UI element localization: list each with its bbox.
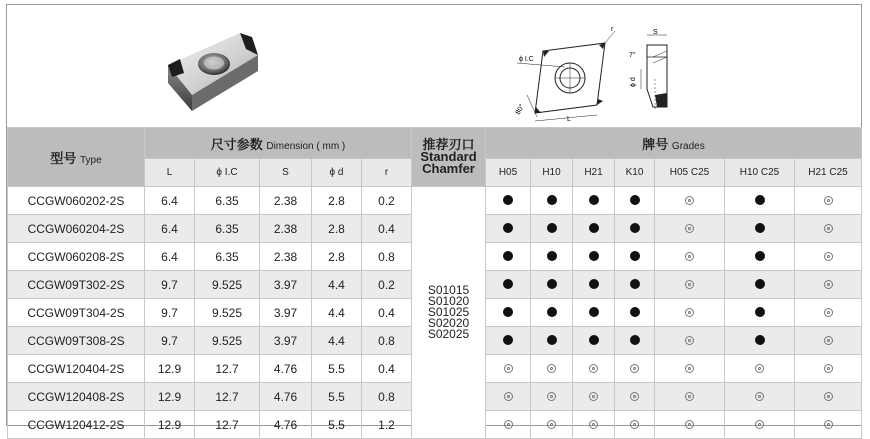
d-cell: 4.4 [312, 299, 362, 327]
filled-dot-icon [630, 279, 640, 289]
s-cell: 2.38 [260, 187, 312, 215]
filled-dot-icon [503, 307, 513, 317]
ic-cell: 12.7 [195, 411, 260, 439]
s-cell: 3.97 [260, 299, 312, 327]
grade-cell [486, 215, 531, 243]
drawing-label-angle: 80° [514, 103, 527, 116]
double-circle-icon [755, 364, 764, 373]
technical-drawing [507, 17, 687, 129]
double-circle-icon [685, 196, 694, 205]
grade-cell [725, 383, 795, 411]
grade-cell [486, 411, 531, 439]
col-h05-c25: H05 C25 [655, 159, 725, 187]
filled-dot-icon [547, 195, 557, 205]
filled-dot-icon [755, 279, 765, 289]
grade-cell [486, 299, 531, 327]
double-circle-icon [824, 364, 833, 373]
d-cell: 2.8 [312, 243, 362, 271]
grade-cell [531, 327, 573, 355]
grade-cell [725, 355, 795, 383]
grade-cell [486, 187, 531, 215]
double-circle-icon [824, 224, 833, 233]
filled-dot-icon [755, 251, 765, 261]
chamfer-code: S01025 [427, 305, 470, 319]
r-cell: 0.2 [362, 271, 412, 299]
col-h10-c25: H10 C25 [725, 159, 795, 187]
col-s: S [260, 159, 312, 187]
filled-dot-icon [755, 195, 765, 205]
grade-cell [725, 215, 795, 243]
grade-cell [531, 411, 573, 439]
grade-cell [531, 215, 573, 243]
type-cell: CCGW120408-2S [8, 383, 145, 411]
filled-dot-icon [547, 223, 557, 233]
r-cell: 0.8 [362, 327, 412, 355]
ic-cell: 6.35 [195, 187, 260, 215]
double-circle-icon [589, 420, 598, 429]
grade-cell [486, 383, 531, 411]
grade-cell [655, 187, 725, 215]
double-circle-icon [824, 280, 833, 289]
drawing-label-d: ϕ d [630, 77, 637, 87]
col-l: L [145, 159, 195, 187]
type-cell: CCGW09T304-2S [8, 299, 145, 327]
image-area [7, 5, 861, 127]
l-cell: 12.9 [145, 383, 195, 411]
double-circle-icon [685, 420, 694, 429]
l-cell: 6.4 [145, 215, 195, 243]
ic-cell: 12.7 [195, 355, 260, 383]
double-circle-icon [755, 392, 764, 401]
filled-dot-icon [755, 335, 765, 345]
type-cell: CCGW120412-2S [8, 411, 145, 439]
r-cell: 0.4 [362, 355, 412, 383]
grade-cell [531, 187, 573, 215]
spec-table [7, 127, 862, 439]
grade-cell [655, 215, 725, 243]
grade-cell [615, 215, 655, 243]
filled-dot-icon [547, 307, 557, 317]
drawing-label-r: r [611, 26, 614, 33]
grade-cell [725, 299, 795, 327]
catalog-panel [6, 4, 862, 432]
double-circle-icon [685, 364, 694, 373]
grade-cell [655, 383, 725, 411]
grade-cell [615, 271, 655, 299]
filled-dot-icon [630, 307, 640, 317]
l-cell: 9.7 [145, 299, 195, 327]
grade-cell [615, 243, 655, 271]
grade-cell [655, 243, 725, 271]
s-cell: 4.76 [260, 355, 312, 383]
grade-cell [573, 243, 615, 271]
grade-cell [655, 355, 725, 383]
grade-cell [573, 355, 615, 383]
double-circle-icon [685, 280, 694, 289]
filled-dot-icon [547, 251, 557, 261]
type-cell: CCGW060204-2S [8, 215, 145, 243]
filled-dot-icon [589, 195, 599, 205]
filled-dot-icon [503, 195, 513, 205]
filled-dot-icon [503, 251, 513, 261]
double-circle-icon [504, 364, 513, 373]
filled-dot-icon [630, 251, 640, 261]
grade-cell [531, 271, 573, 299]
filled-dot-icon [503, 279, 513, 289]
double-circle-icon [630, 420, 639, 429]
drawing-label-s: S [653, 29, 658, 36]
grade-cell [795, 299, 862, 327]
double-circle-icon [547, 392, 556, 401]
grade-cell [725, 271, 795, 299]
grade-cell [531, 299, 573, 327]
col-r: r [362, 159, 412, 187]
double-circle-icon [547, 364, 556, 373]
filled-dot-icon [589, 279, 599, 289]
col-h10: H10 [531, 159, 573, 187]
double-circle-icon [504, 392, 513, 401]
grade-cell [795, 215, 862, 243]
r-cell: 0.4 [362, 299, 412, 327]
s-cell: 2.38 [260, 215, 312, 243]
grade-cell [725, 243, 795, 271]
s-cell: 4.76 [260, 383, 312, 411]
double-circle-icon [685, 252, 694, 261]
grade-cell [655, 271, 725, 299]
grade-cell [573, 383, 615, 411]
ic-cell: 9.525 [195, 299, 260, 327]
insert-photo [162, 25, 262, 115]
ic-cell: 9.525 [195, 327, 260, 355]
r-cell: 0.4 [362, 215, 412, 243]
double-circle-icon [685, 224, 694, 233]
grades-header: 牌号 Grades [486, 128, 862, 159]
grade-cell [615, 411, 655, 439]
double-circle-icon [630, 364, 639, 373]
chamfer-header: 推荐刃口 Standard Chamfer [412, 128, 486, 187]
double-circle-icon [589, 392, 598, 401]
filled-dot-icon [503, 223, 513, 233]
grade-cell [725, 411, 795, 439]
grade-cell [795, 327, 862, 355]
grade-cell [573, 299, 615, 327]
grade-cell [573, 215, 615, 243]
d-cell: 5.5 [312, 411, 362, 439]
l-cell: 12.9 [145, 411, 195, 439]
l-cell: 9.7 [145, 271, 195, 299]
r-cell: 0.8 [362, 383, 412, 411]
col-k10: K10 [615, 159, 655, 187]
double-circle-icon [824, 308, 833, 317]
drawing-label-ic: ϕ I.C [519, 56, 534, 63]
l-cell: 9.7 [145, 327, 195, 355]
d-cell: 4.4 [312, 271, 362, 299]
s-cell: 4.76 [260, 411, 312, 439]
drawing-label-seven: 7° [629, 52, 636, 59]
grade-cell [615, 355, 655, 383]
double-circle-icon [755, 420, 764, 429]
grade-cell [795, 411, 862, 439]
double-circle-icon [824, 392, 833, 401]
ic-cell: 6.35 [195, 215, 260, 243]
grade-cell [573, 187, 615, 215]
grade-cell [655, 411, 725, 439]
filled-dot-icon [630, 223, 640, 233]
grade-cell [615, 299, 655, 327]
col-h05: H05 [486, 159, 531, 187]
type-cell: CCGW09T302-2S [8, 271, 145, 299]
filled-dot-icon [547, 279, 557, 289]
chamfer-code: S01020 [427, 294, 470, 308]
d-cell: 5.5 [312, 355, 362, 383]
l-cell: 6.4 [145, 187, 195, 215]
table-row [8, 187, 862, 215]
double-circle-icon [824, 420, 833, 429]
drawing-label-l: L [567, 116, 571, 123]
grade-cell [615, 383, 655, 411]
filled-dot-icon [589, 223, 599, 233]
grade-cell [795, 355, 862, 383]
s-cell: 3.97 [260, 327, 312, 355]
dimension-header: 尺寸参数 Dimension ( mm ) [145, 128, 412, 159]
double-circle-icon [685, 336, 694, 345]
grade-cell [573, 327, 615, 355]
type-cell: CCGW120404-2S [8, 355, 145, 383]
filled-dot-icon [547, 335, 557, 345]
grade-cell [655, 299, 725, 327]
grade-cell [486, 271, 531, 299]
double-circle-icon [589, 364, 598, 373]
double-circle-icon [547, 420, 556, 429]
grade-cell [795, 383, 862, 411]
grade-cell [615, 187, 655, 215]
grade-cell [615, 327, 655, 355]
grade-cell [795, 271, 862, 299]
filled-dot-icon [589, 307, 599, 317]
col-d: ϕ d [312, 159, 362, 187]
type-cell: CCGW060202-2S [8, 187, 145, 215]
grade-cell [655, 327, 725, 355]
ic-cell: 6.35 [195, 243, 260, 271]
filled-dot-icon [630, 195, 640, 205]
l-cell: 12.9 [145, 355, 195, 383]
filled-dot-icon [503, 335, 513, 345]
grade-cell [531, 355, 573, 383]
grade-cell [573, 271, 615, 299]
filled-dot-icon [755, 223, 765, 233]
chamfer-codes [412, 187, 486, 439]
double-circle-icon [504, 420, 513, 429]
r-cell: 0.2 [362, 187, 412, 215]
grade-cell [486, 243, 531, 271]
type-cell: CCGW09T308-2S [8, 327, 145, 355]
d-cell: 2.8 [312, 187, 362, 215]
grade-cell [573, 411, 615, 439]
r-cell: 1.2 [362, 411, 412, 439]
double-circle-icon [630, 392, 639, 401]
grade-cell [486, 327, 531, 355]
filled-dot-icon [630, 335, 640, 345]
double-circle-icon [685, 392, 694, 401]
double-circle-icon [824, 252, 833, 261]
double-circle-icon [685, 308, 694, 317]
type-header: 型号 Type [8, 128, 145, 187]
col-ic: ϕ I.C [195, 159, 260, 187]
ic-cell: 12.7 [195, 383, 260, 411]
type-cell: CCGW060208-2S [8, 243, 145, 271]
double-circle-icon [824, 196, 833, 205]
grade-cell [531, 383, 573, 411]
col-h21: H21 [573, 159, 615, 187]
chamfer-code: S01015 [427, 283, 470, 297]
filled-dot-icon [755, 307, 765, 317]
grade-cell [725, 187, 795, 215]
ic-cell: 9.525 [195, 271, 260, 299]
d-cell: 5.5 [312, 383, 362, 411]
s-cell: 2.38 [260, 243, 312, 271]
filled-dot-icon [589, 335, 599, 345]
s-cell: 3.97 [260, 271, 312, 299]
filled-dot-icon [589, 251, 599, 261]
grade-cell [486, 355, 531, 383]
double-circle-icon [824, 336, 833, 345]
chamfer-code: S02020 [427, 316, 470, 330]
chamfer-code: S02025 [427, 327, 470, 341]
r-cell: 0.8 [362, 243, 412, 271]
d-cell: 2.8 [312, 215, 362, 243]
d-cell: 4.4 [312, 327, 362, 355]
l-cell: 6.4 [145, 243, 195, 271]
grade-cell [725, 327, 795, 355]
grade-cell [795, 243, 862, 271]
header-row-1 [8, 128, 862, 159]
grade-cell [795, 187, 862, 215]
grade-cell [531, 243, 573, 271]
col-h21-c25: H21 C25 [795, 159, 862, 187]
